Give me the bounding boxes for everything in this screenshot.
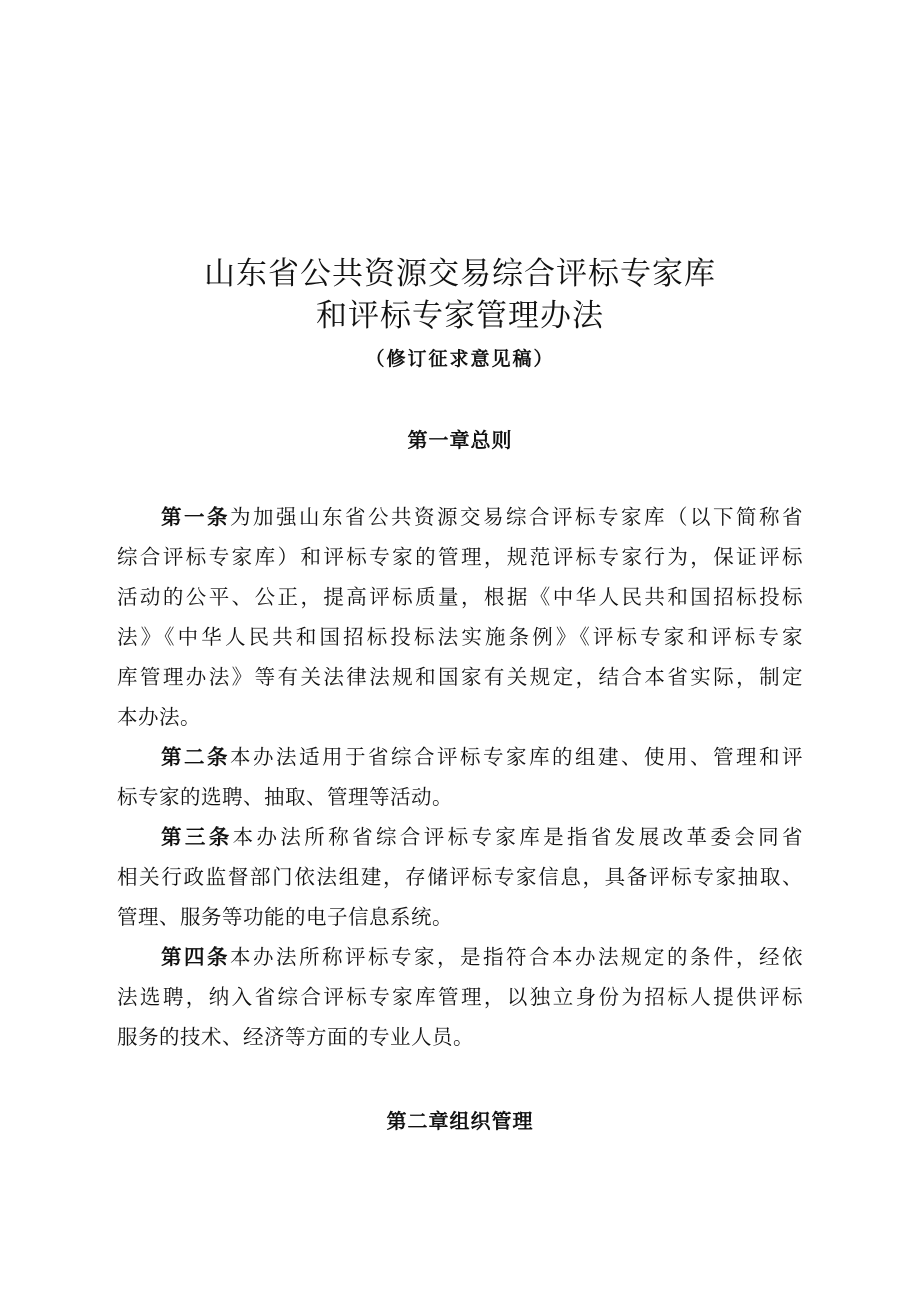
article-1-line-3: 活动的公平、公正，提高评标质量，根据《中华人民共和国招标投标	[117, 585, 803, 609]
article-4	[117, 937, 803, 1057]
article-1-line-4: 法》《中华人民共和国招标投标法实施条例》《评标专家和评标专家	[117, 625, 803, 649]
article-2-label: 第二条	[161, 745, 230, 769]
article-1-line-2: 综合评标专家库）和评标专家的管理，规范评标专家行为，保证评标	[117, 545, 803, 569]
article-4-text-1: 本办法所称评标专家，是指符合本办法规定的条件，经依	[230, 945, 803, 969]
article-4-line-3: 服务的技术、经济等方面的专业人员。	[117, 1025, 474, 1049]
article-3-label: 第三条	[161, 825, 233, 849]
article-1-line-6: 本办法。	[117, 705, 201, 729]
article-4-label: 第四条	[161, 945, 230, 969]
article-1-line-5: 库管理办法》等有关法律法规和国家有关规定，结合本省实际，制定	[117, 665, 803, 689]
article-2-text-1: 本办法适用于省综合评标专家库的组建、使用、管理和评	[230, 745, 803, 769]
article-4-line-1	[117, 937, 803, 977]
article-1-text-1: 为加强山东省公共资源交易综合评标专家库（以下简称省	[230, 505, 803, 529]
article-4-line-2: 法选聘，纳入省综合评标专家库管理，以独立身份为招标人提供评标	[117, 985, 803, 1009]
article-1-line-1	[117, 497, 803, 537]
article-3-line-2: 相关行政监督部门依法组建，存储评标专家信息，具备评标专家抽取、	[117, 865, 803, 889]
article-1-label: 第一条	[161, 505, 230, 529]
document-title-line-1: 山东省公共资源交易综合评标专家库	[204, 256, 716, 292]
article-3-line-3: 管理、服务等功能的电子信息系统。	[117, 905, 453, 929]
chapter-heading-2: 第二章组织管理	[386, 1109, 534, 1133]
article-3-line-1	[117, 817, 803, 857]
article-3-text-1: 本办法所称省综合评标专家库是指省发展改革委会同省	[232, 825, 804, 849]
article-1	[117, 497, 803, 737]
article-2	[117, 737, 803, 817]
chapter-heading-1: 第一章总则	[407, 428, 513, 452]
article-2-line-2: 标专家的选聘、抽取、管理等活动。	[117, 785, 453, 809]
article-3	[117, 817, 803, 937]
document-subtitle: （修订征求意见稿）	[365, 348, 555, 370]
document-title-line-2: 和评标专家管理办法	[316, 298, 604, 334]
article-2-line-1	[117, 737, 803, 777]
